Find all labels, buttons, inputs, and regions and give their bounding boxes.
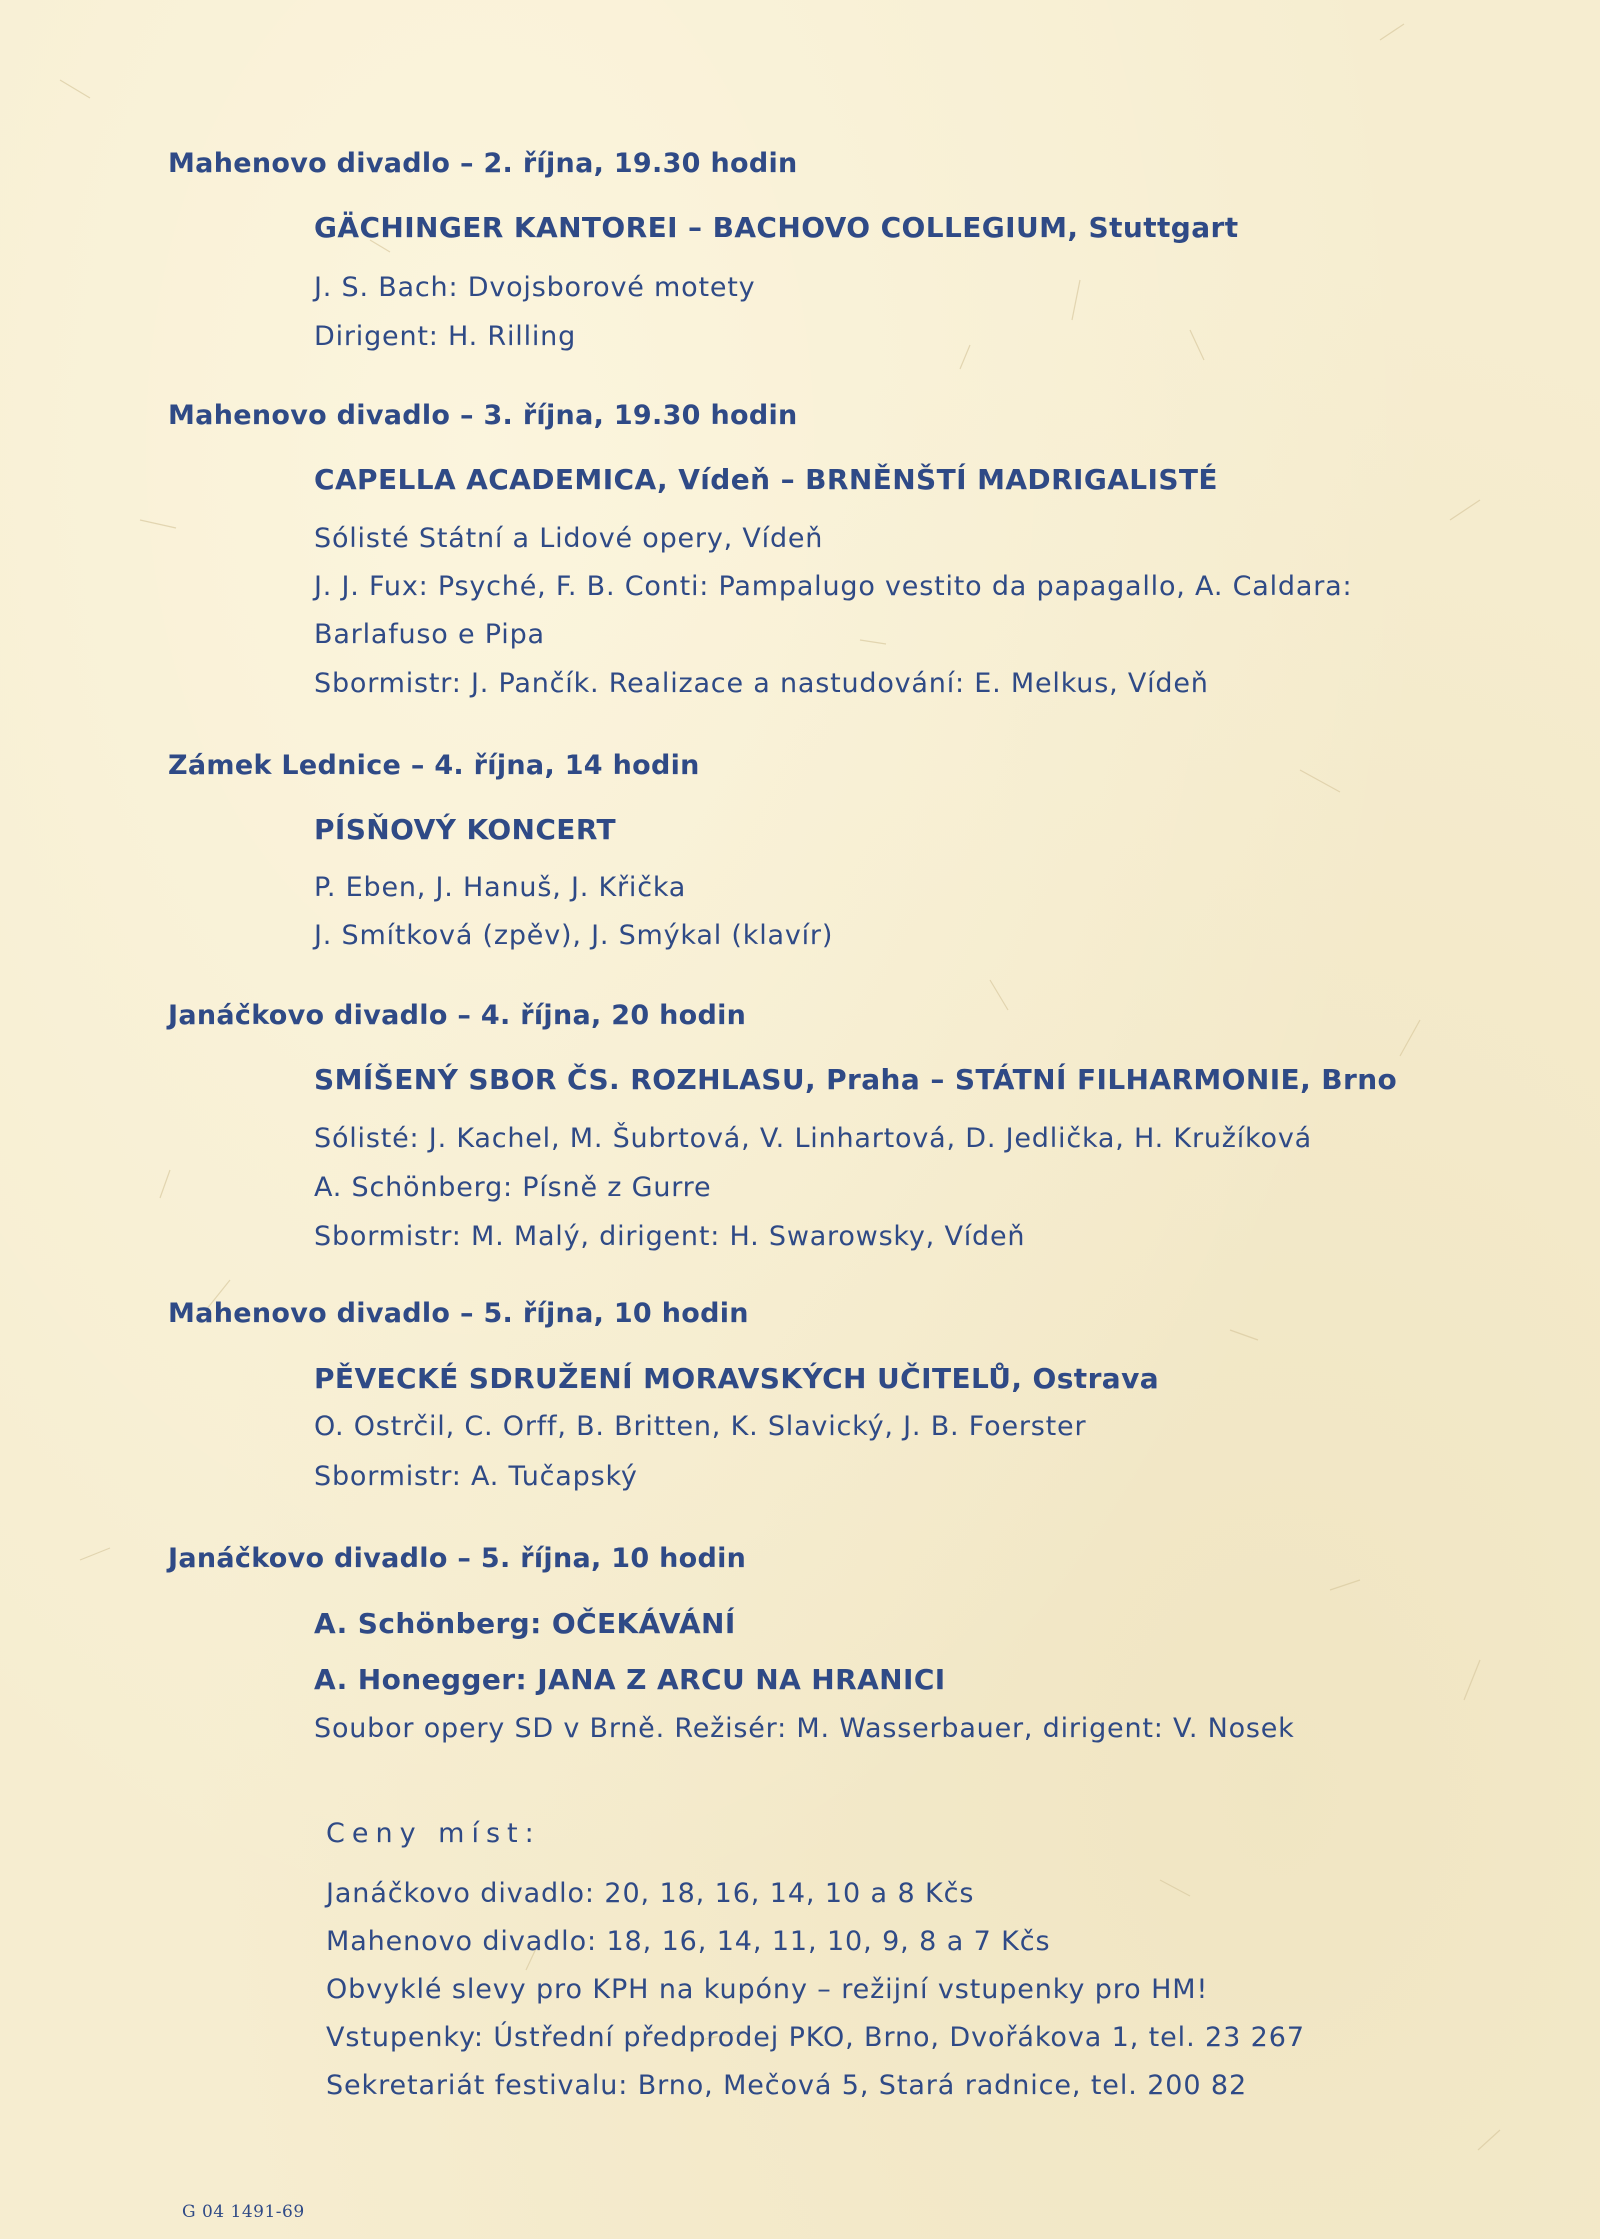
event-performers: GÄCHINGER KANTOREI – BACHOVO COLLEGIUM, Stuttgart [314,211,1239,244]
event-performers: SMÍŠENÝ SBOR ČS. ROZHLASU, Praha – STÁTNÍ FILHARMONIE, Brno [314,1063,1398,1096]
event-detail: Dirigent: H. Rilling [314,321,577,352]
event-venue-date: Zámek Lednice – 4. října, 14 hodin [168,750,700,781]
print-code: G 04 1491-69 [182,2202,305,2222]
event-detail: Sólisté: J. Kachel, M. Šubrtová, V. Linhartová, D. Jedlička, H. Kružíková [314,1123,1312,1154]
event-detail: J. Smítková (zpěv), J. Smýkal (klavír) [314,920,834,951]
event-detail: Barlafuso e Pipa [314,619,545,650]
price-line: Janáčkovo divadlo: 20, 18, 16, 14, 10 a 8 Kčs [326,1878,975,1909]
price-line: Mahenovo divadlo: 18, 16, 14, 11, 10, 9, 8 a 7 Kčs [326,1926,1051,1957]
event-detail: J. S. Bach: Dvojsborové motety [314,272,756,303]
event-detail: Sbormistr: M. Malý, dirigent: H. Swarowsky, Vídeň [314,1221,1026,1252]
event-detail: Sbormistr: A. Tučapský [314,1461,638,1492]
event-venue-date: Janáčkovo divadlo – 5. října, 10 hodin [168,1543,747,1574]
event-performers: A. Honegger: JANA Z ARCU NA HRANICI [314,1663,946,1696]
event-detail: P. Eben, J. Hanuš, J. Křička [314,872,687,903]
event-performers: CAPELLA ACADEMICA, Vídeň – BRNĚNŠTÍ MADRIGALISTÉ [314,463,1218,496]
event-detail: O. Ostrčil, C. Orff, B. Britten, K. Slavický, J. B. Foerster [314,1411,1087,1442]
event-detail: Sbormistr: J. Pančík. Realizace a nastudování: E. Melkus, Vídeň [314,668,1209,699]
event-venue-date: Mahenovo divadlo – 2. října, 19.30 hodin [168,148,798,179]
event-venue-date: Janáčkovo divadlo – 4. října, 20 hodin [168,1000,747,1031]
event-performers: A. Schönberg: OČEKÁVÁNÍ [314,1607,736,1640]
event-detail: Soubor opery SD v Brně. Režisér: M. Wasserbauer, dirigent: V. Nosek [314,1713,1295,1744]
event-detail: A. Schönberg: Písně z Gurre [314,1172,712,1203]
price-line: Vstupenky: Ústřední předprodej PKO, Brno, Dvořákova 1, tel. 23 267 [326,2022,1305,2053]
event-performers: PĚVECKÉ SDRUŽENÍ MORAVSKÝCH UČITELŮ, Ostrava [314,1362,1160,1395]
event-detail: J. J. Fux: Psyché, F. B. Conti: Pampalugo vestito da papagallo, A. Caldara: [314,571,1353,602]
event-performers: PÍSŇOVÝ KONCERT [314,813,617,846]
event-venue-date: Mahenovo divadlo – 5. října, 10 hodin [168,1298,749,1329]
event-venue-date: Mahenovo divadlo – 3. října, 19.30 hodin [168,400,798,431]
price-line: Sekretariát festivalu: Brno, Mečová 5, Stará radnice, tel. 200 82 [326,2070,1248,2101]
event-detail: Sólisté Státní a Lidové opery, Vídeň [314,523,824,554]
price-line: Obvyklé slevy pro KPH na kupóny – režijní vstupenky pro HM! [326,1974,1209,2005]
prices-heading: Ceny míst: [326,1818,541,1849]
